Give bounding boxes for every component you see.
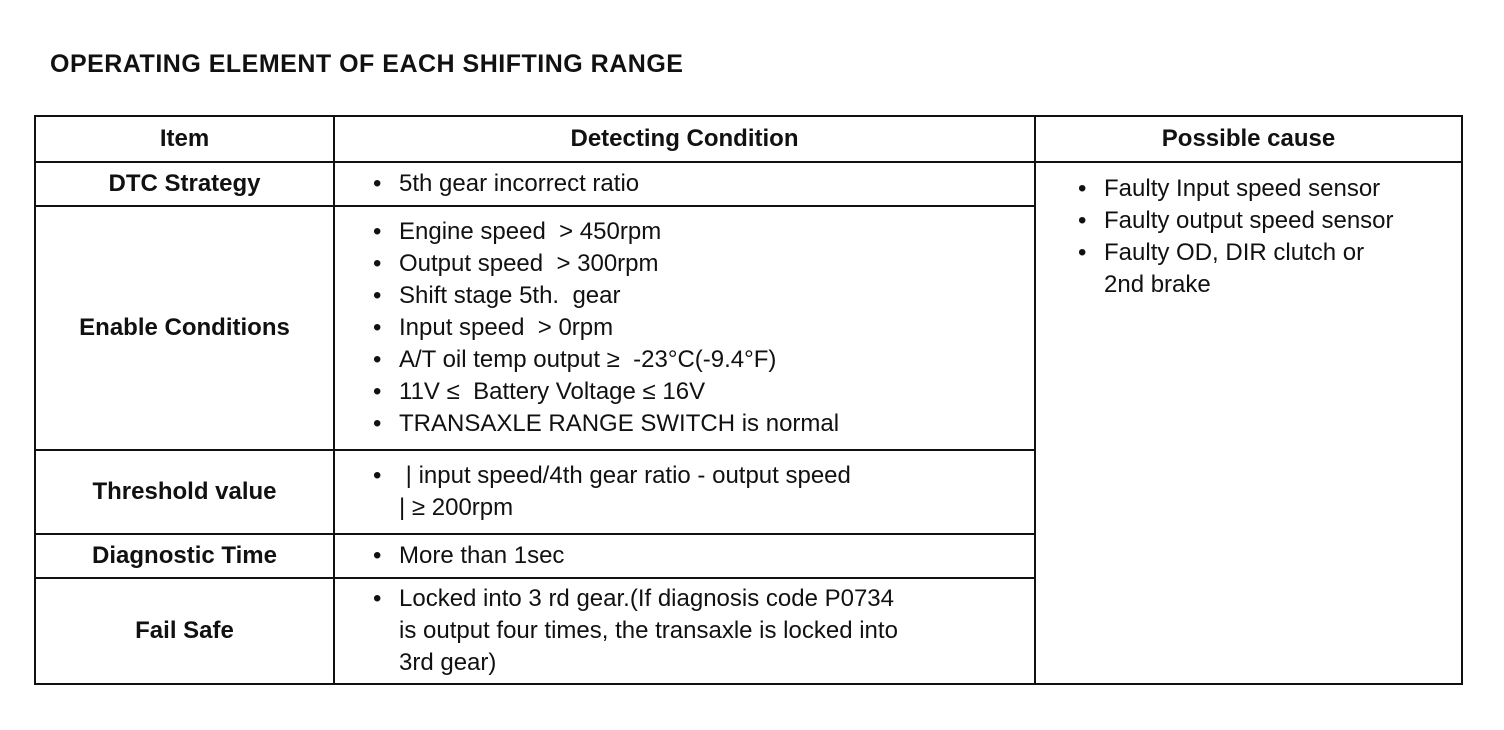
condition-cell [334, 162, 1035, 206]
list-item: • Engine speed > 450rpm [371, 216, 1034, 248]
condition-cell [334, 534, 1035, 578]
list-item: • Output speed > 300rpm [371, 248, 1034, 280]
row-label-fail-safe: Fail Safe [35, 578, 334, 684]
list-item: • A/T oil temp output ≥ -23°C(-9.4°F) [371, 344, 1034, 376]
row-label-threshold-value: Threshold value [35, 450, 334, 534]
row-label-diagnostic-time: Diagnostic Time [35, 534, 334, 578]
header-row [35, 116, 1462, 162]
row-label-dtc-strategy: DTC Strategy [35, 162, 334, 206]
list-item: • Faulty Input speed sensor [1076, 173, 1406, 205]
list-item: • TRANSAXLE RANGE SWITCH is normal [371, 408, 1034, 440]
condition-cell [334, 578, 1035, 684]
table-row [35, 162, 1462, 206]
condition-cell [334, 450, 1035, 534]
list-item: • 5th gear incorrect ratio [371, 168, 1034, 200]
list-item: • Shift stage 5th. gear [371, 280, 1034, 312]
list-item: • Faulty OD, DIR clutch or 2nd brake [1076, 237, 1374, 301]
condition-list [371, 583, 901, 679]
list-item: • | input speed/4th gear ratio - output speed | ≥ 200rpm [371, 460, 851, 524]
page-title: OPERATING ELEMENT OF EACH SHIFTING RANGE [50, 50, 684, 78]
diagnostic-table [34, 115, 1463, 685]
list-item: • More than 1sec [371, 540, 1034, 572]
list-item: • Faulty output speed sensor [1076, 205, 1406, 237]
condition-list [371, 216, 1034, 440]
cause-list [1076, 173, 1406, 301]
condition-list [371, 460, 851, 524]
possible-cause-cell [1035, 162, 1462, 684]
condition-list [371, 168, 1034, 200]
row-label-enable-conditions: Enable Conditions [35, 206, 334, 450]
list-item: • Locked into 3 rd gear.(If diagnosis code P0734 is output four times, the transaxle is locked into 3rd gear) [371, 583, 901, 679]
header-item: Item [35, 116, 334, 162]
header-possible-cause: Possible cause [1035, 116, 1462, 162]
condition-cell [334, 206, 1035, 450]
condition-list [371, 540, 1034, 572]
list-item: • 11V ≤ Battery Voltage ≤ 16V [371, 376, 1034, 408]
list-item: • Input speed > 0rpm [371, 312, 1034, 344]
header-detecting-condition: Detecting Condition [334, 116, 1035, 162]
